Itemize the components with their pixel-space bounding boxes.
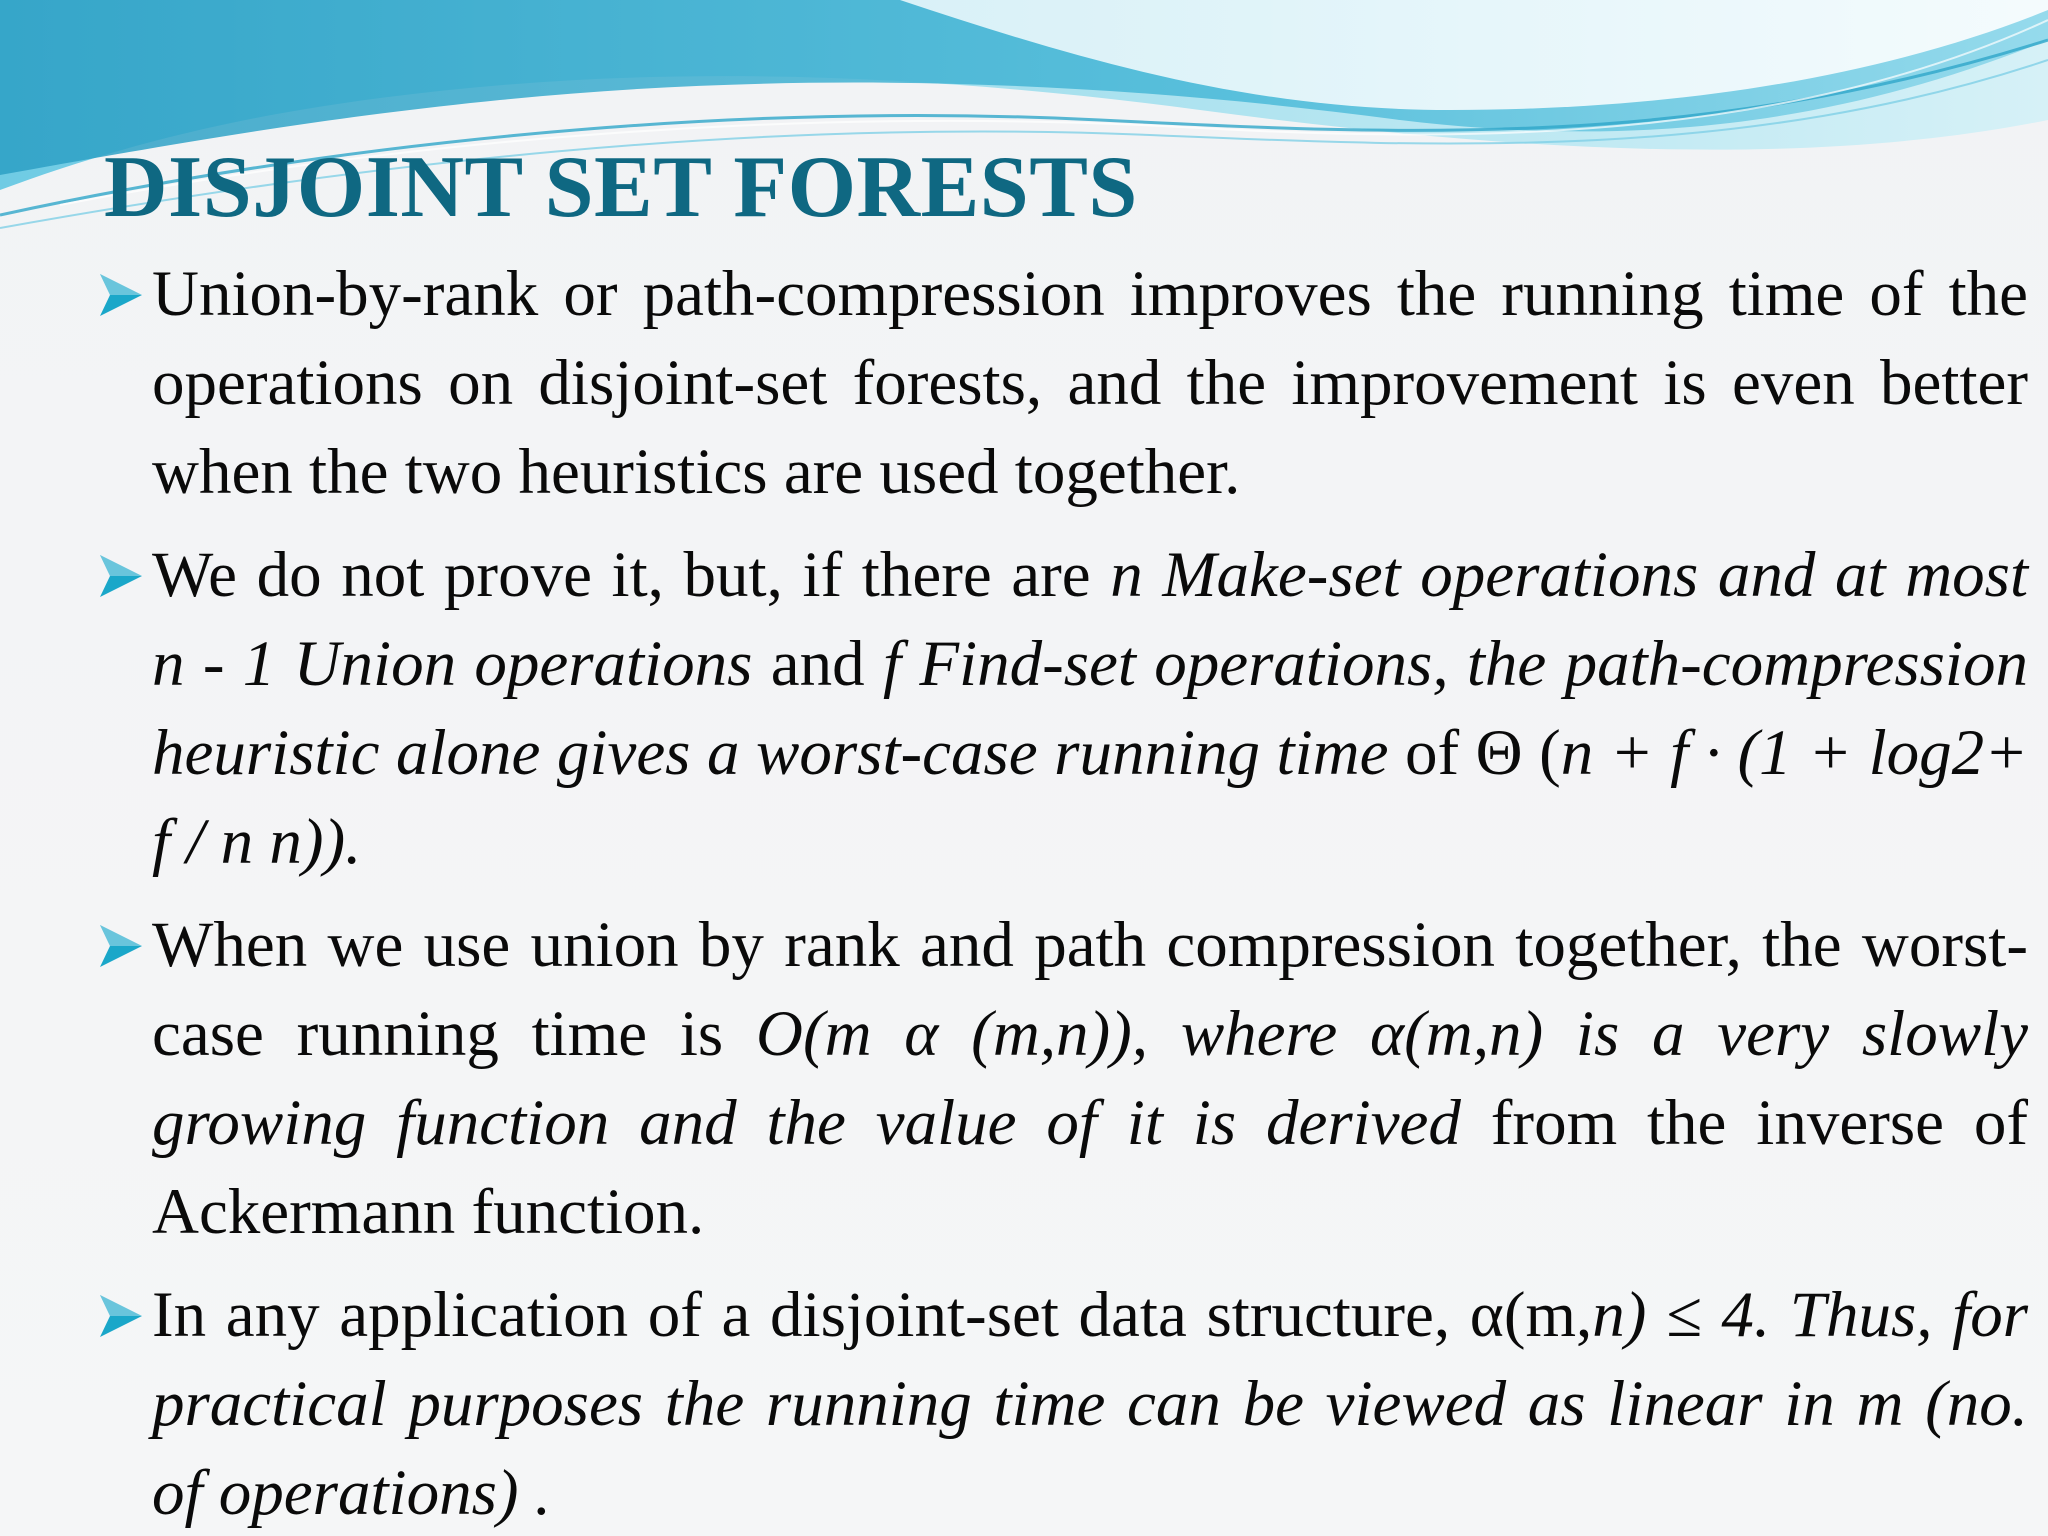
arrow-bullet-icon <box>96 1291 146 1341</box>
bullet-item <box>96 901 2028 1257</box>
bullet-text-italic: O(m α (m,n)), where α(m,n) is a very slowly growing function and the value of it is derived <box>152 998 2028 1159</box>
arrow-bullet-icon <box>96 921 146 971</box>
bullet-text: from the inverse of Ackermann function. <box>152 1087 2028 1248</box>
bullet-text-italic: n) ≤ 4. Thus, for practical purposes the running time can be viewed as linear in m (no. of operations) . <box>152 1279 2028 1529</box>
bullet-text-italic: f Find-set operations, the path-compression heuristic alone gives a worst-case running time <box>152 628 2028 789</box>
bullet-text-italic: n Make-set operations and at most n - 1 Union operations <box>152 539 2028 700</box>
arrow-bullet-icon <box>96 551 146 601</box>
bullet-item <box>96 1271 2028 1536</box>
bullet-text: Union-by-rank or path-compression improves the running time of the operations on disjoint-set forests, and the improvement is even better when the two heuristics are used together. <box>152 258 2028 508</box>
bullet-item <box>96 250 2028 517</box>
bullet-list <box>96 250 2028 1536</box>
bullet-text: We do not prove it, but, if there are <box>152 539 1111 611</box>
bullet-text-italic: n + f · (1 + log2+ f / n n)). <box>152 717 2028 878</box>
slide-title: DISJOINT SET FORESTS <box>104 139 1138 236</box>
bullet-item <box>96 531 2028 887</box>
bullet-text: of Θ ( <box>1388 717 1561 789</box>
arrow-bullet-icon <box>96 270 146 320</box>
bullet-text: When we use union by rank and path compression together, the worst-case running time is <box>152 909 2028 1070</box>
bullet-text: In any application of a disjoint-set data structure, α(m, <box>152 1279 1593 1351</box>
bullet-text: and <box>752 628 883 700</box>
